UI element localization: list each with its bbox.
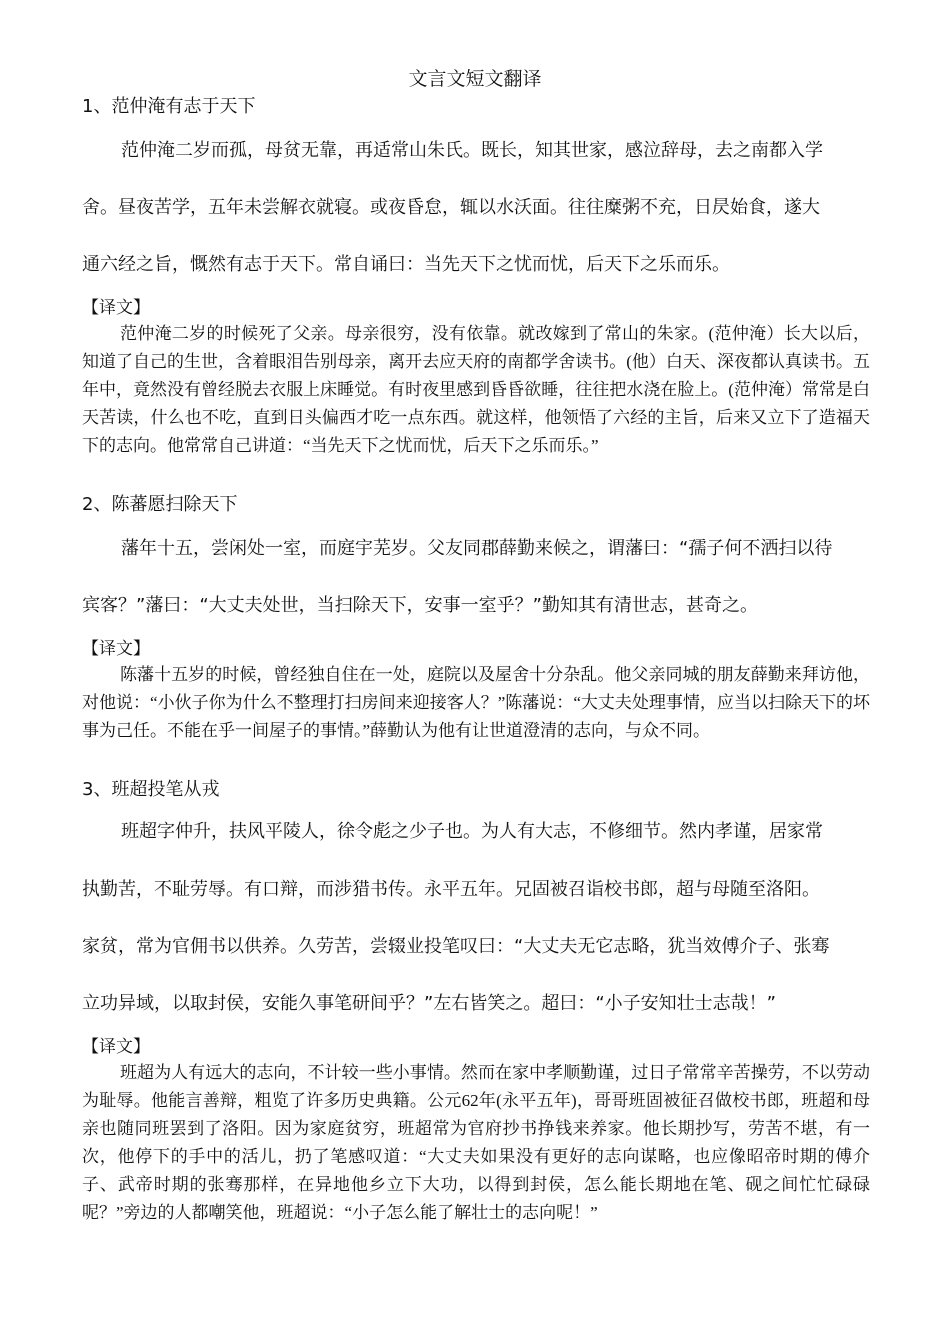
section-3-original-line-1: 班超字仲升，扶风平陵人，徐令彪之少子也。为人有大志，不修细节。然内孝谨，居家常: [121, 821, 823, 842]
section-3-original-line-3: 家贫，常为官佣书以供养。久劳苦，尝辍业投笔叹曰：“大丈夫无它志略，犹当效傅介子、张骞: [82, 936, 830, 957]
document-title: 文言文短文翻译: [408, 68, 542, 90]
section-1-original-line-1: 范仲淹二岁而孤，母贫无靠，再适常山朱氏。既长，知其世家，感泣辞母，去之南都入学: [121, 140, 823, 161]
section-1-original-line-3: 通六经之旨，慨然有志于天下。常自诵曰：当先天下之忧而忧，后天下之乐而乐。: [82, 254, 730, 275]
section-1-heading: 1、范仲淹有志于天下: [82, 96, 256, 117]
section-1-translation: 范仲淹二岁的时候死了父亲。母亲很穷，没有依靠。就改嫁到了常山的朱家。(范仲淹）长大以后，知道了自己的生世，含着眼泪告别母亲，离开去应天府的南都学舍读书。(他）白天、深夜都认真读书。五年中，竟然没有曾经脱去衣服上床睡觉。有时夜里感到昏昏欲睡，往往把水浇在脸上。(范仲淹）常常是白天苦读，什么也不吃，直到日头偏西才吃一点东西。就这样，他领悟了六经的主旨，后来又立下了造福天下的志向。他常常自己讲道：“当先天下之忧而忧，后天下之乐而乐。”: [82, 324, 870, 455]
section-2-original-line-2: 宾客？”藩曰：“大丈夫处世，当扫除天下，安事一室乎？”勤知其有清世志，甚奇之。: [82, 595, 758, 616]
section-2-heading: 2、陈蕃愿扫除天下: [82, 494, 238, 515]
section-3-translation: 班超为人有远大的志向，不计较一些小事情。然而在家中孝顺勤谨，过日子常常辛苦操劳，不以劳动为耻辱。他能言善辩，粗览了许多历史典籍。公元62年(永平五年)，哥哥班固被征召做校书郎，班超和母亲也随同班罢到了洛阳。因为家庭贫穷，班超常为官府抄书挣钱来养家。他长期抄写，劳苦不堪，有一次，他停下的手中的活儿，扔了笔感叹道：“大丈夫如果没有更好的志向谋略，也应像昭帝时期的傅介子、武帝时期的张骞那样，在异地他乡立下大功，以得到封侯，怎么能长期地在笔、砚之间忙忙碌碌呢？”旁边的人都嘲笑他，班超说：“小子怎么能了解壮士的志向呢！”: [82, 1063, 870, 1222]
section-2-original-line-1: 藩年十五，尝闲处一室，而庭宇芜岁。父友同郡薛勤来候之，谓藩曰：“孺子何不洒扫以待: [121, 538, 833, 559]
section-3-translation-label: 【译文】: [82, 1037, 150, 1056]
section-1-original-line-2: 舍。昼夜苦学，五年未尝解衣就寝。或夜昏怠，辄以水沃面。往往糜粥不充，日昃始食，遂大: [82, 197, 820, 218]
section-2-translation-label: 【译文】: [82, 639, 150, 658]
section-3-original-line-4: 立功异域，以取封侯，安能久事笔研间乎？”左右皆笑之。超曰：“小子安知壮士志哉！”: [82, 993, 776, 1014]
section-1-translation-label: 【译文】: [82, 298, 150, 317]
section-3-original-line-2: 执勤苦，不耻劳辱。有口辩，而涉猎书传。永平五年。兄固被召诣校书郎，超与母随至洛阳。: [82, 879, 820, 900]
section-3-heading: 3、班超投笔从戎: [82, 779, 220, 800]
section-2-translation: 陈藩十五岁的时候，曾经独自住在一处，庭院以及屋舍十分杂乱。他父亲同城的朋友薛勤来拜访他，对他说：“小伙子你为什么不整理打扫房间来迎接客人？”陈藩说：“大丈夫处理事情，应当以扫除天下的坏事为己任。不能在乎一间屋子的事情。”薛勤认为他有让世道澄清的志向，与众不同。: [82, 665, 870, 740]
